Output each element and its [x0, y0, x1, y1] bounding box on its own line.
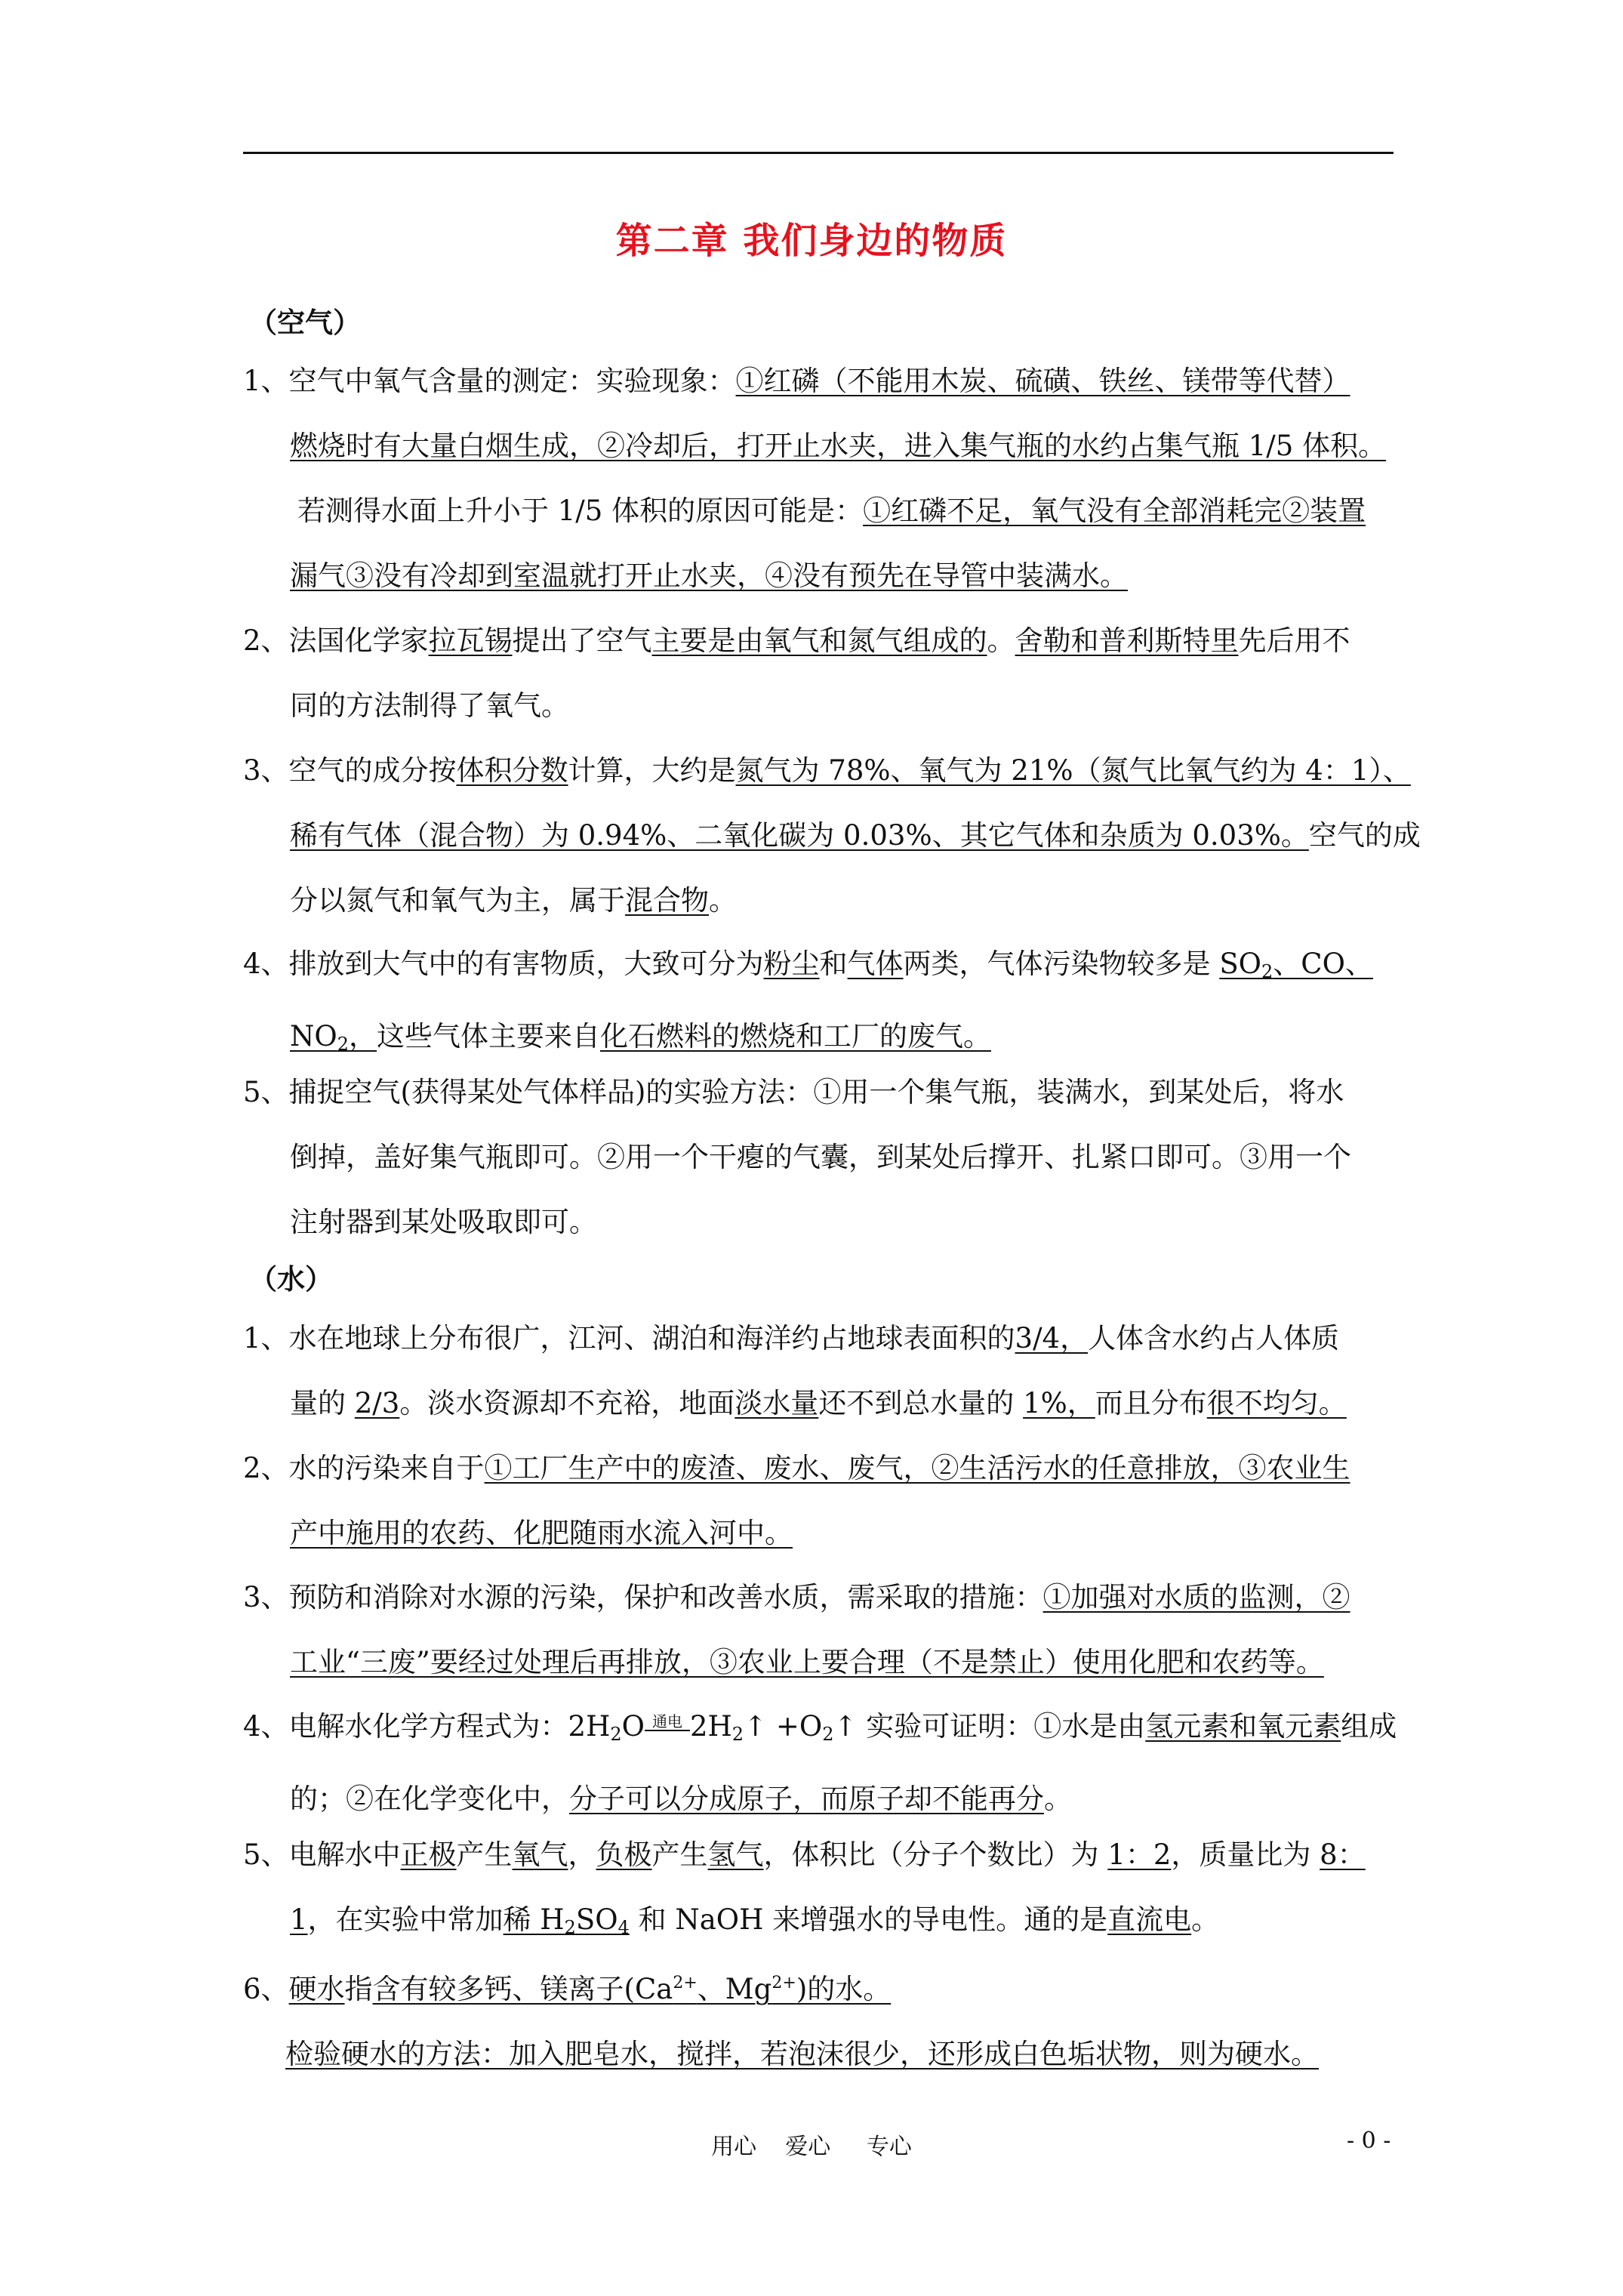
air-item-2: 2、法国化学家拉瓦锡提出了空气主要是由氧气和氮气组成的。舍勒和普利斯特里先后用不 同的方法制得了氧气。 [243, 624, 1350, 722]
water-item-4: 4、电解水化学方程式为：$2H_2O$ 通电 $2H_2↑$ $+O_2↑$ 实验可证明：①水是由氢元素和氧元素组成 的；②在化学变化中，分子可以分成原子，而原子却不能再分。 [243, 1710, 1397, 1815]
air-item-1: 1、空气中氧气含量的测定：实验现象：①红磷（不能用木炭、硫磺、铁丝、镁带等代替） 燃烧时有大量白烟生成，②冷却后，打开止水夹，进入集气瓶的水约占集气瓶 1/5 体积。 若测得水面上升小于 1/5 体积的原因可能是：①红磷不足，氧气没有全部消耗完②装置 漏气③没有冷却到室温就打开止水夹，④没有预先在导管中装满水。 [243, 365, 1387, 592]
water-item-1: 1、水在地球上分布很广，江河、湖泊和海洋约占地球表面积的3/4，人体含水约占人体质 量的 2/3。淡水资源却不充裕，地面淡水量还不到总水量的 1%，而且分布很不均匀。 [243, 1322, 1347, 1419]
section-heading-water: （水） [249, 1262, 333, 1296]
water-item-2: 2、水的污染来自于①工厂生产中的废渣、废水、废气，②生活污水的任意排放，③农业生 产中施用的农药、化肥随雨水流入河中。 [243, 1452, 1350, 1549]
header-rule [243, 152, 1394, 154]
water-item-5: 5、电解水中正极产生氧气，负极产生氢气，体积比（分子个数比）为 1：2，质量比为 8： 1，在实验中常加稀 $H_2SO_4$ 和 NaOH 来增强水的导电性。通的是直流电。 [243, 1838, 1366, 1938]
footer-motto: 用心 爱心 专心 [711, 2134, 912, 2160]
air-item-4: 4、排放到大气中的有害物质，大致可分为粉尘和气体两类，气体污染物较多是 $SO_2$、CO、 $NO_2$，这些气体主要来自化石燃料的燃烧和工厂的废气。 [243, 948, 1373, 1055]
water-item-6: 6、硬水指含有较多钙、镁离子($Ca^{2+}$、$Mg^{2+}$)的水。 检验硬水的方法：加入肥皂水，搅拌，若泡沫很少，还形成白色垢状物，则为硬水。 [243, 1973, 1319, 2070]
chapter-title: 第二章 我们身边的物质 [615, 220, 1008, 262]
section-heading-air: （空气） [249, 306, 361, 339]
air-item-3: 3、空气的成分按体积分数计算，大约是氮气为 78%、氧气为 21%（氮气比氧气约为 4：1）、 稀有气体（混合物）为 0.94%、二氧化碳为 0.03%、其它气体和杂质为 0.03%。空气的成 分以氮气和氧气为主，属于混合物。 [243, 754, 1421, 917]
page-number: - 0 - [1347, 2128, 1391, 2154]
air-item-5: 5、捕捉空气(获得某处气体样品)的实验方法：①用一个集气瓶，装满水，到某处后，将水 倒掉，盖好集气瓶即可。②用一个干瘪的气囊，到某处后撑开、扎紧口即可。③用一个 注射器到某处吸取即可。 [243, 1076, 1351, 1238]
water-item-3: 3、预防和消除对水源的污染，保护和改善水质，需采取的措施：①加强对水质的监测，② 工业“三废”要经过处理后再排放，③农业上要合理（不是禁止）使用化肥和农药等。 [243, 1581, 1350, 1678]
reaction-condition: 通电 [645, 1713, 690, 1731]
